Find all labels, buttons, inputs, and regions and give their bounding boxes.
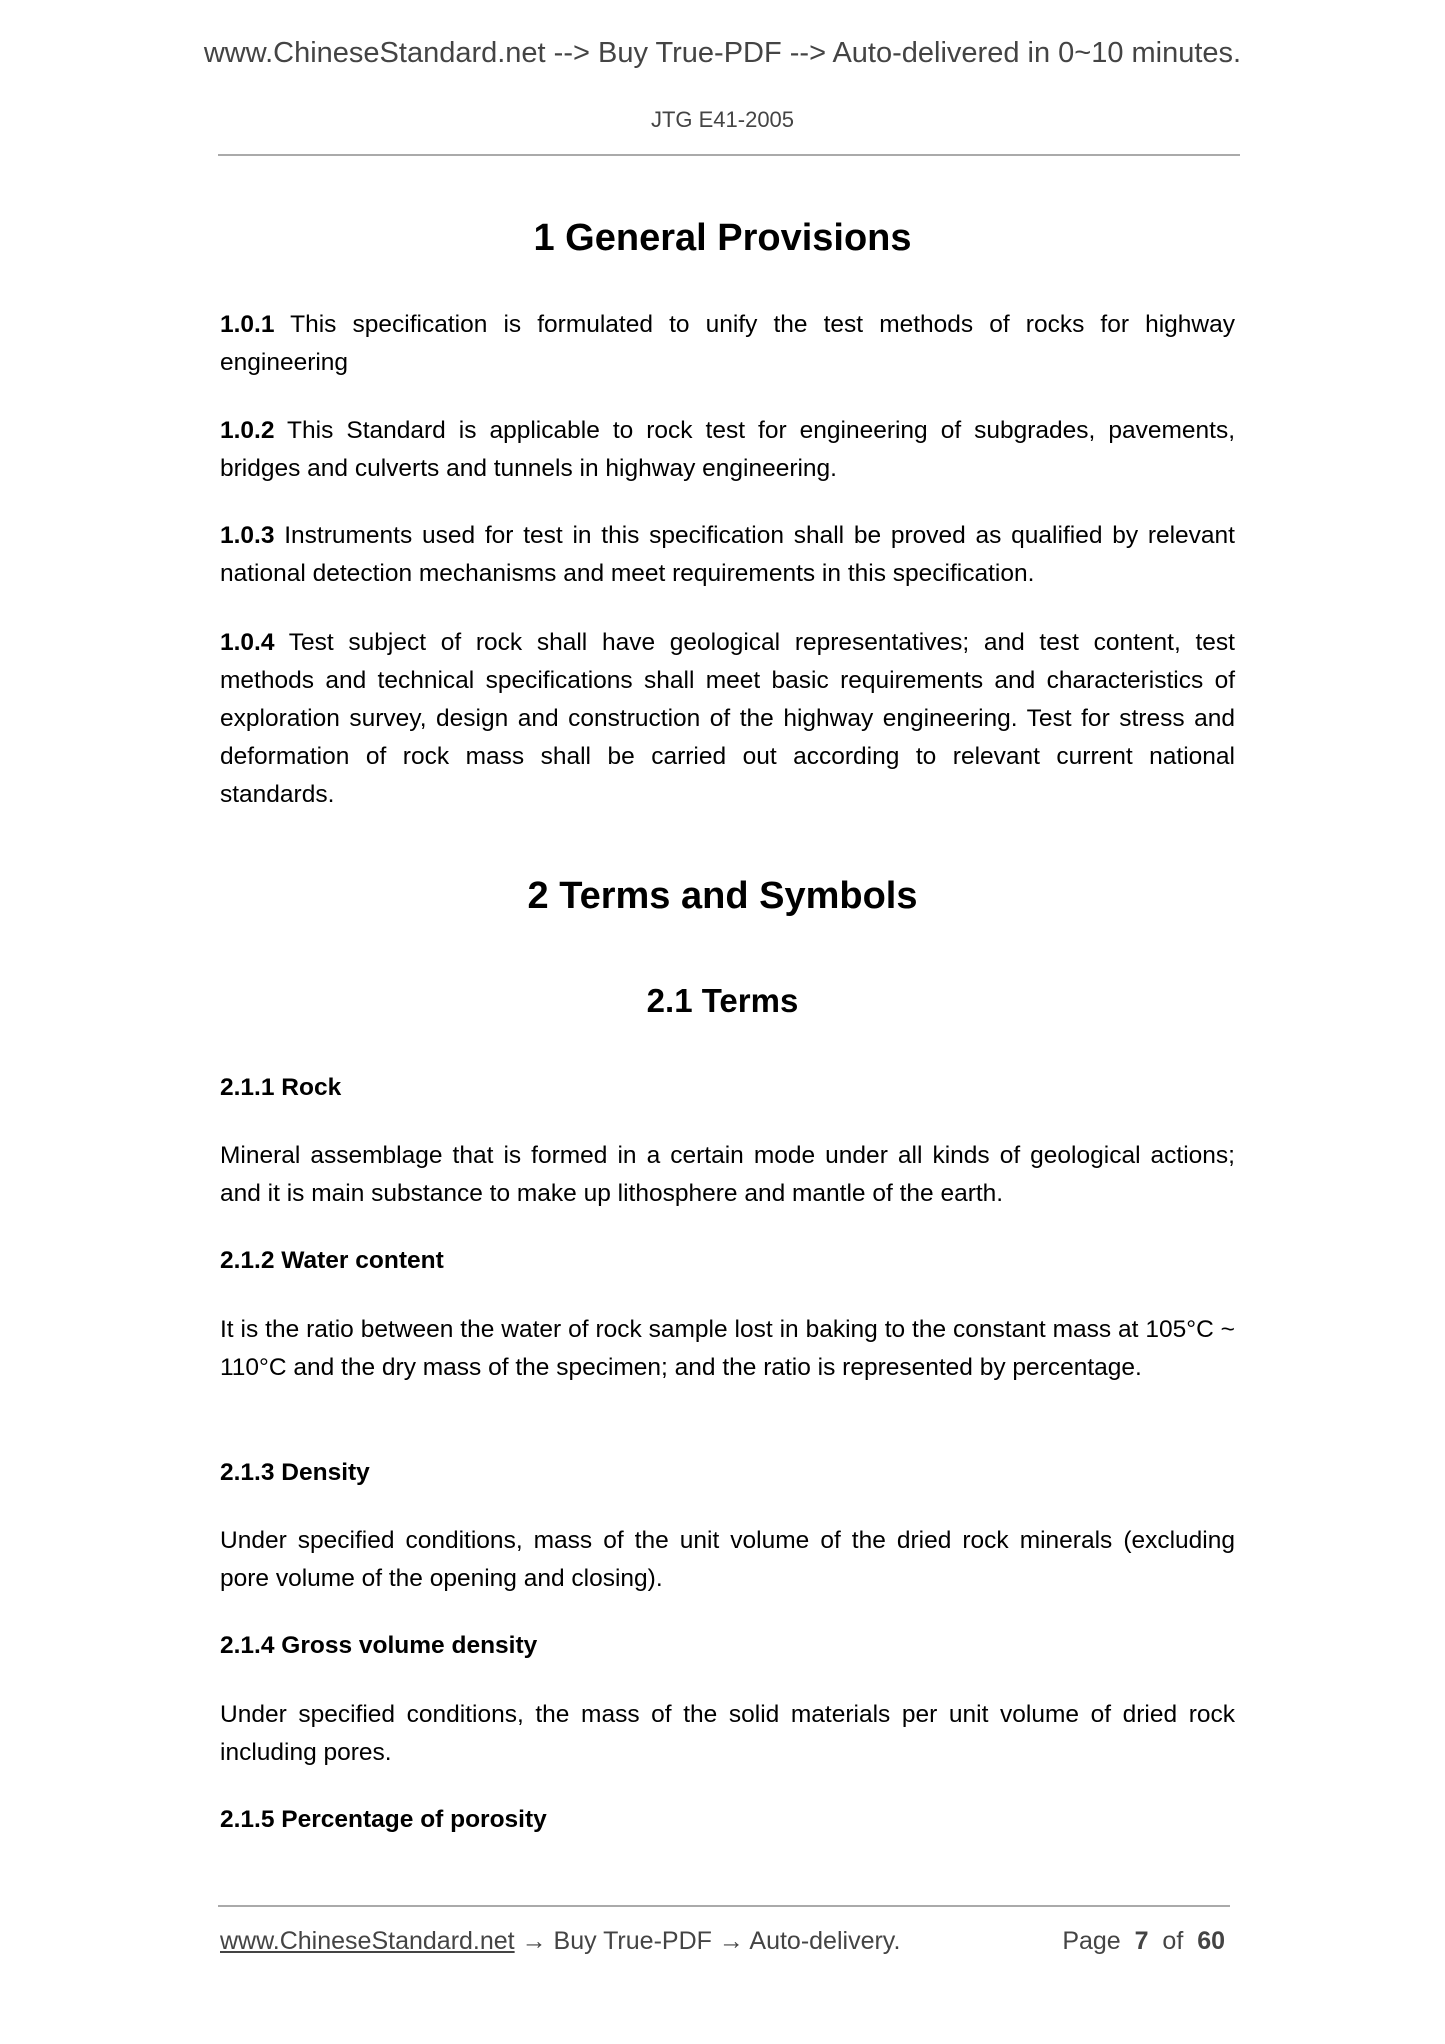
page-total: 60 <box>1197 1927 1225 1955</box>
term-heading: 2.1.3 Density <box>220 1459 370 1486</box>
term-definition: Under specified conditions, the mass of the solid materials per unit volume of dried rock including pores. <box>220 1701 1235 1766</box>
section-2-1-title: 2.1 Terms <box>646 982 799 1019</box>
section-1-title: 1 General Provisions <box>533 217 912 259</box>
term-heading: 2.1.2 Water content <box>220 1247 444 1274</box>
term-definition: Mineral assemblage that is formed in a certain mode under all kinds of geological actions; and it is main substance to make up lithosphere and mantle of the earth. <box>220 1142 1235 1207</box>
page-number: 7 <box>1134 1927 1149 1955</box>
clause-1-0-1 <box>220 306 1235 382</box>
clause-number: 1.0.4 <box>220 629 275 656</box>
clause-text: This Standard is applicable to rock test for engineering of subgrades, pavements, bridges and culverts and tunnels in highway engineering. <box>220 417 1235 482</box>
clause-number: 1.0.3 <box>220 522 275 549</box>
clause-text: Instruments used for test in this specification shall be proved as qualified by relevant national detection mechanisms and meet requirements in this specification. <box>220 522 1235 587</box>
term-definition: It is the ratio between the water of rock sample lost in baking to the constant mass at 105°C ~ 110°C and the dry mass of the specimen; and the ratio is represented by percentage. <box>220 1316 1235 1381</box>
section-2-title: 2 Terms and Symbols <box>527 875 918 917</box>
page-indicator <box>1062 1922 1225 1960</box>
page-label: Page <box>1062 1927 1121 1955</box>
term-heading: 2.1.1 Rock <box>220 1074 342 1101</box>
clause-number: 1.0.1 <box>220 311 275 338</box>
footer-promo <box>220 1922 900 1960</box>
clause-1-0-3 <box>220 517 1235 593</box>
term-heading: 2.1.5 Percentage of porosity <box>220 1806 547 1833</box>
footer-divider <box>218 1905 1230 1907</box>
clause-1-0-4 <box>220 624 1235 814</box>
clause-1-0-2 <box>220 412 1235 488</box>
clause-number: 1.0.2 <box>220 417 275 444</box>
header-divider <box>218 154 1240 156</box>
footer-link[interactable]: www.ChineseStandard.net <box>220 1927 515 1955</box>
of-label: of <box>1162 1927 1184 1955</box>
clause-text: This specification is formulated to unify the test methods of rocks for highway engineering <box>220 311 1235 376</box>
footer-text: → Buy True-PDF → Auto-delivery. <box>514 1927 901 1955</box>
clause-text: Test subject of rock shall have geological representatives; and test content, test methods and technical specifications shall meet basic requirements and characteristics of exploration survey, design and construction of the highway engineering. Test for stress and deformation of rock mass shall be carried out according to relevant current national standards. <box>220 629 1235 808</box>
term-definition: Under specified conditions, mass of the unit volume of the dried rock minerals (excluding pore volume of the opening and closing). <box>220 1527 1235 1592</box>
term-heading: 2.1.4 Gross volume density <box>220 1632 538 1659</box>
header-banner: www.ChineseStandard.net --> Buy True-PDF --> Auto-delivered in 0~10 minutes. <box>203 37 1242 69</box>
document-id: JTG E41-2005 <box>650 107 795 132</box>
